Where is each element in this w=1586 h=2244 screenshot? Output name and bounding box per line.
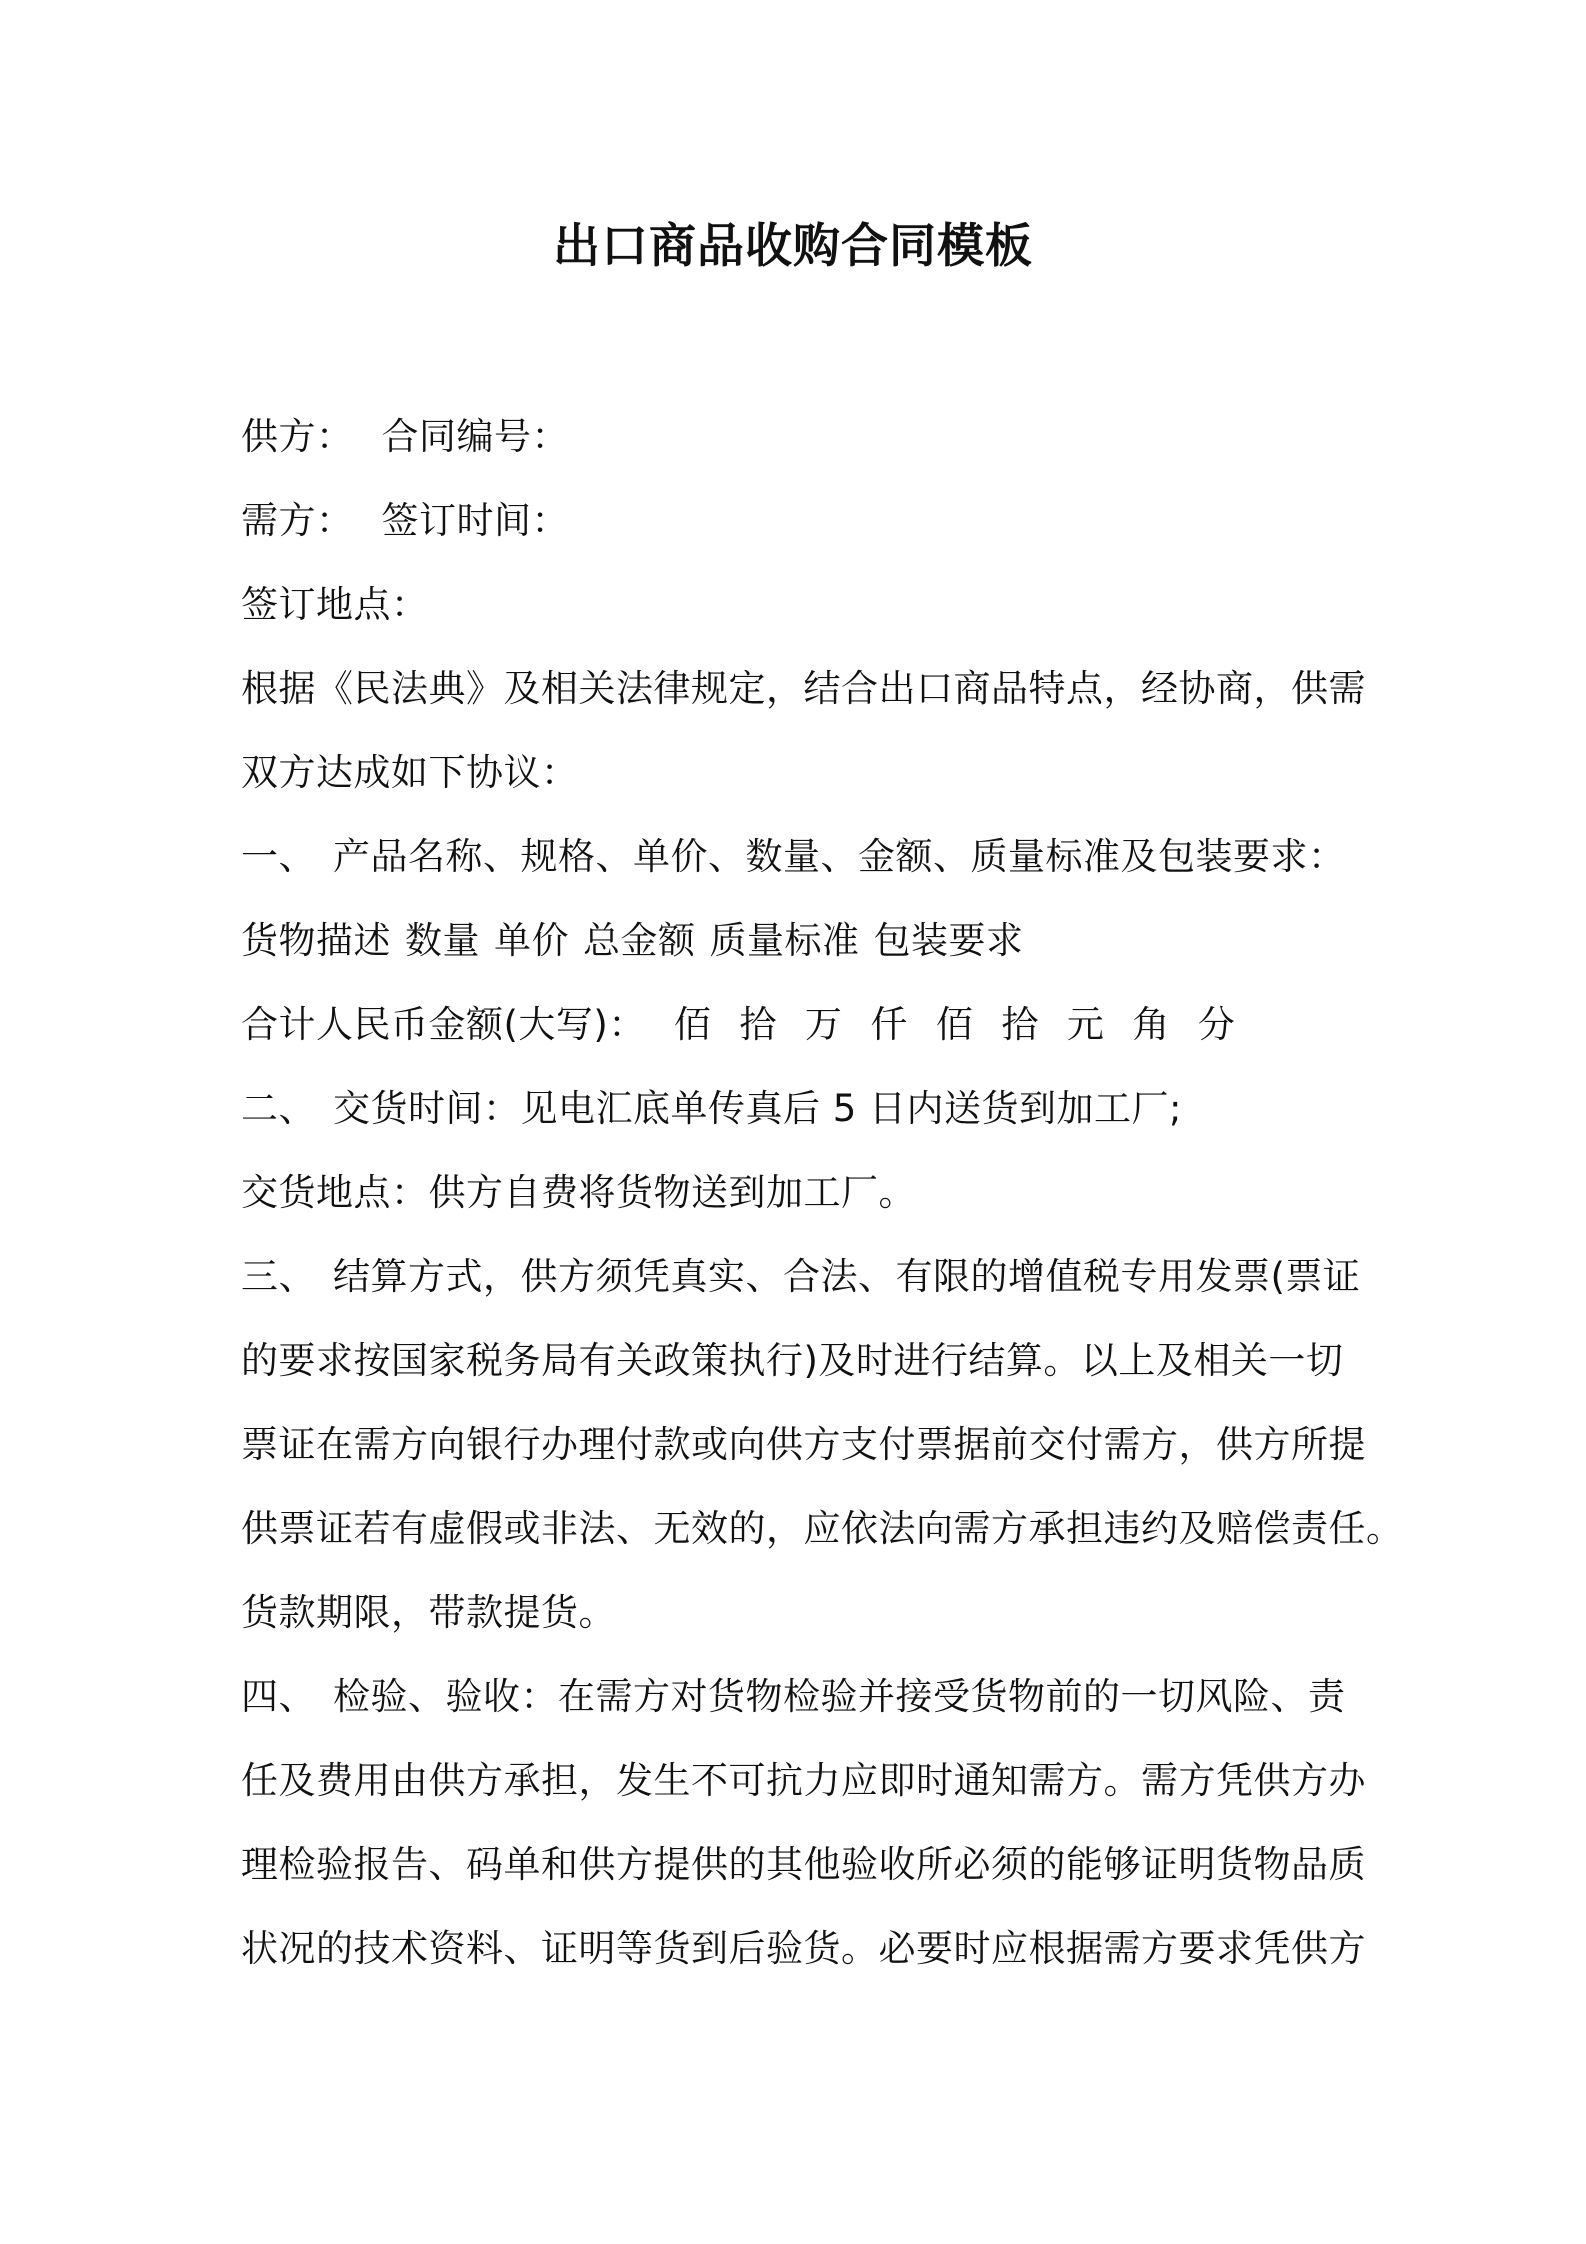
delivery-time-text: 交货时间：见电汇底单传真后 5 日内送货到加工厂; [333,1087,1183,1130]
unit-shi-1: 拾 [739,1003,777,1046]
section-3-text-1: 结算方式，供方须凭真实、合法、有限的增值税专用发票(票证 [333,1255,1361,1298]
section-3-line-3: 票证在需方向银行办理付款或向供方支付票据前交付需方，供方所提 [241,1423,1366,1466]
section-2-number: 二、 [241,1087,316,1130]
unit-jiao: 角 [1132,1003,1170,1046]
document-body [241,405,1404,2001]
section-3-number: 三、 [241,1255,316,1298]
section-1-number: 一、 [241,835,316,878]
buyer-label: 需方： [241,499,354,542]
section-3-line-2: 的要求按国家税务局有关政策执行)及时进行结算。以上及相关一切 [241,1339,1344,1382]
supplier-line [241,405,1353,489]
section-4-line-1 [241,1665,1353,1749]
delivery-place-line: 交货地点：供方自费将货物送到加工厂。 [241,1171,916,1214]
document-title: 出口商品收购合同模板 [553,219,1033,274]
section-3-line-4: 供票证若有虚假或非法、无效的，应依法向需方承担违约及赔偿责任。 [241,1507,1404,1550]
column-packaging: 包装要求 [873,919,1024,962]
section-4-number: 四、 [241,1675,316,1718]
total-amount-line [241,993,1353,1077]
buyer-line [241,489,1353,573]
sign-time-label: 签订时间： [381,499,569,542]
section-2-delivery-time [241,1077,1353,1161]
section-3-line-1 [241,1245,1361,1329]
section-4-text-1: 检验、验收：在需方对货物检验并接受货物前的一切风险、责 [333,1675,1346,1718]
column-unit-price: 单价 [494,919,569,962]
unit-yuan: 元 [1066,1003,1105,1046]
column-goods-description: 货物描述 [241,919,391,962]
contract-no-label: 合同编号： [381,415,569,458]
preamble-line-1: 根据《民法典》及相关法律规定，结合出口商品特点，经协商，供需 [241,667,1366,710]
unit-bai-1: 佰 [673,1003,712,1046]
column-total-amount: 总金额 [583,919,696,962]
section-1-title: 产品名称、规格、单价、数量、金额、质量标准及包装要求： [333,835,1346,878]
unit-bai-2: 佰 [935,1003,974,1046]
sign-place-line [241,573,1353,657]
section-3-line-5: 货款期限，带款提货。 [241,1591,616,1634]
total-amount-label: 合计人民币金额(大写)： [241,1003,646,1046]
section-4-line-3: 理检验报告、码单和供方提供的其他验收所必须的能够证明货物品质 [241,1843,1366,1886]
section-4-line-4: 状况的技术资料、证明等货到后验货。必要时应根据需方要求凭供方 [241,1927,1366,1970]
section-1-heading [241,825,1353,909]
section-4-line-2: 任及费用由供方承担，发生不可抗力应即时通知需方。需方凭供方办 [241,1759,1366,1802]
unit-fen: 分 [1197,1003,1236,1046]
sign-place-label: 签订地点： [241,583,429,626]
column-quality-standard: 质量标准 [709,919,860,962]
unit-shi-2: 拾 [1001,1003,1039,1046]
unit-qian: 仟 [870,1003,908,1046]
unit-wan: 万 [804,1003,843,1046]
column-quantity: 数量 [405,919,480,962]
preamble-line-2: 双方达成如下协议： [241,751,579,794]
supplier-label: 供方： [241,415,354,458]
goods-columns-line [241,909,1353,993]
